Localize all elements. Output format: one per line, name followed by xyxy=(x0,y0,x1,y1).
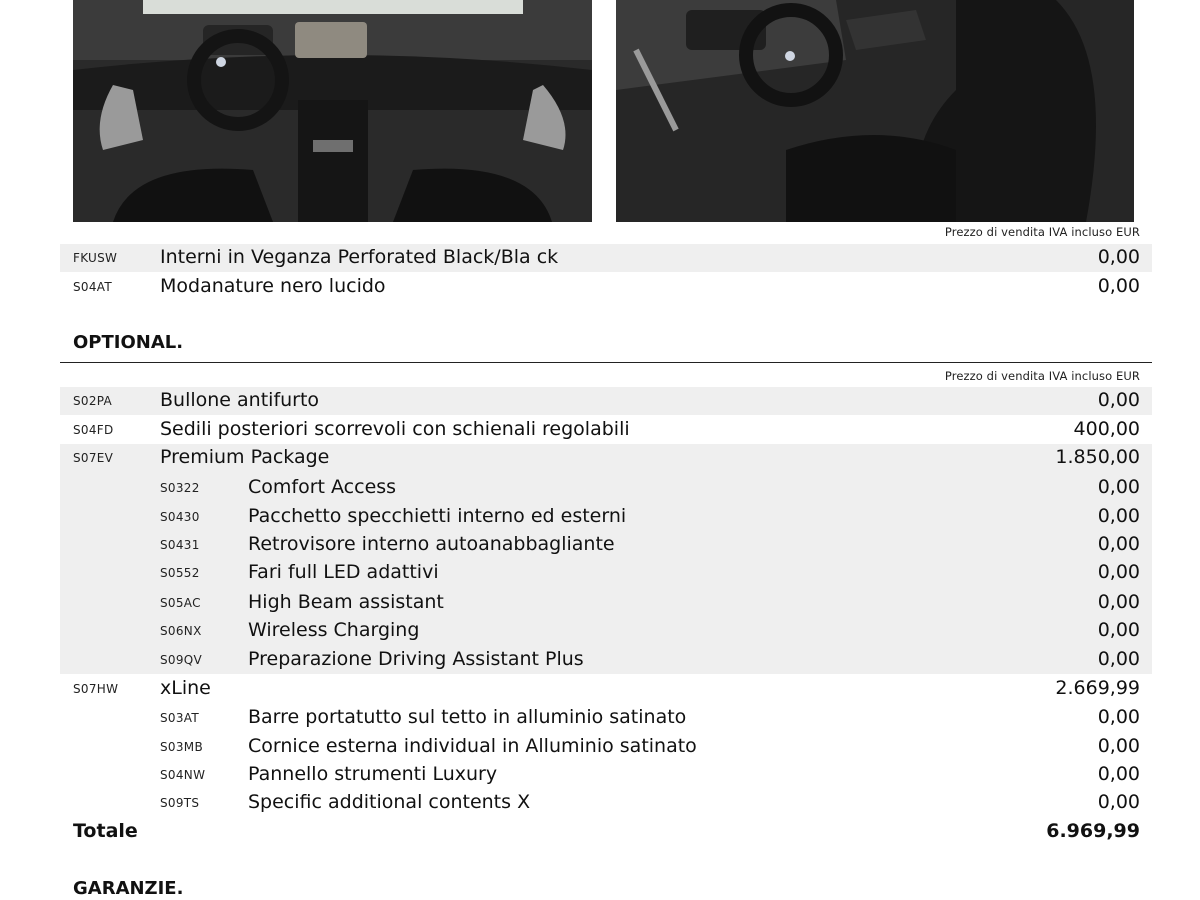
warranty-section-title: GARANZIE. xyxy=(73,878,184,899)
option-description: Fari full LED adattivi xyxy=(248,561,439,583)
table-row xyxy=(60,444,1152,472)
option-code: S07HW xyxy=(73,682,119,696)
option-code: S06NX xyxy=(160,624,202,638)
total-value: 6.969,99 xyxy=(1046,820,1140,842)
table-row xyxy=(60,646,1152,674)
option-price: 0,00 xyxy=(1097,791,1140,813)
option-description: xLine xyxy=(160,677,211,699)
table-row xyxy=(60,761,1152,789)
option-price: 0,00 xyxy=(1097,275,1140,297)
table-row xyxy=(60,387,1152,415)
option-description: Modanature nero lucido xyxy=(160,275,386,297)
option-description: Interni in Veganza Perforated Black/Bla ck xyxy=(160,246,559,268)
option-description: Sedili posteriori scorrevoli con schienali regolabili xyxy=(160,418,630,440)
option-price: 0,00 xyxy=(1097,763,1140,785)
option-code: S04AT xyxy=(73,280,112,294)
option-code: S05AC xyxy=(160,596,201,610)
option-code: S0431 xyxy=(160,538,200,552)
interior-dashboard-photo xyxy=(73,0,592,222)
option-code: S03MB xyxy=(160,740,203,754)
table-row xyxy=(60,244,1152,272)
option-description: Comfort Access xyxy=(248,476,397,498)
option-price: 0,00 xyxy=(1097,505,1140,527)
optional-section-title: OPTIONAL. xyxy=(73,332,184,353)
option-description: Premium Package xyxy=(160,446,330,468)
option-price: 0,00 xyxy=(1097,735,1140,757)
table-row xyxy=(60,704,1152,732)
option-code: S04NW xyxy=(160,768,206,782)
option-code: S0430 xyxy=(160,510,200,524)
option-code: S0322 xyxy=(160,481,200,495)
option-price: 0,00 xyxy=(1097,533,1140,555)
option-description: Pacchetto specchietti interno ed esterni xyxy=(248,505,627,527)
option-description: Pannello strumenti Luxury xyxy=(248,763,498,785)
option-code: S07EV xyxy=(73,451,114,465)
price-column-header: Prezzo di vendita IVA incluso EUR xyxy=(944,369,1140,383)
table-row xyxy=(60,416,1152,444)
option-price: 2.669,99 xyxy=(1055,677,1140,699)
option-price: 0,00 xyxy=(1097,476,1140,498)
table-row xyxy=(60,789,1152,817)
option-description: Retrovisore interno autoanabbagliante xyxy=(248,533,615,555)
table-row xyxy=(60,503,1152,531)
price-column-header: Prezzo di vendita IVA incluso EUR xyxy=(944,225,1140,239)
option-price: 0,00 xyxy=(1097,561,1140,583)
option-description: Specific additional contents X xyxy=(248,791,531,813)
table-row xyxy=(60,675,1152,703)
option-description: Preparazione Driving Assistant Plus xyxy=(248,648,584,670)
option-description: Wireless Charging xyxy=(248,619,420,641)
table-row xyxy=(60,273,1152,301)
section-divider xyxy=(60,362,1152,363)
option-price: 0,00 xyxy=(1097,246,1140,268)
option-price: 0,00 xyxy=(1097,706,1140,728)
table-row xyxy=(60,474,1152,502)
option-description: Barre portatutto sul tetto in alluminio satinato xyxy=(248,706,687,728)
interior-seats-photo xyxy=(616,0,1134,222)
option-code: S04FD xyxy=(73,423,114,437)
total-label: Totale xyxy=(73,820,138,842)
option-code: S02PA xyxy=(73,394,113,408)
table-row xyxy=(60,733,1152,761)
table-row xyxy=(60,531,1152,559)
option-price: 0,00 xyxy=(1097,389,1140,411)
option-price: 0,00 xyxy=(1097,619,1140,641)
option-code: S03AT xyxy=(160,711,199,725)
table-row xyxy=(60,559,1152,587)
option-description: Cornice esterna individual in Alluminio satinato xyxy=(248,735,697,757)
option-description: Bullone antifurto xyxy=(160,389,320,411)
option-code: S09TS xyxy=(160,796,200,810)
option-code: S09QV xyxy=(160,653,203,667)
option-code: S0552 xyxy=(160,566,200,580)
option-code: FKUSW xyxy=(73,251,118,265)
option-price: 0,00 xyxy=(1097,648,1140,670)
table-row xyxy=(60,617,1152,645)
table-row xyxy=(60,589,1152,617)
option-price: 1.850,00 xyxy=(1055,446,1140,468)
option-price: 400,00 xyxy=(1073,418,1140,440)
option-price: 0,00 xyxy=(1097,591,1140,613)
option-description: High Beam assistant xyxy=(248,591,444,613)
